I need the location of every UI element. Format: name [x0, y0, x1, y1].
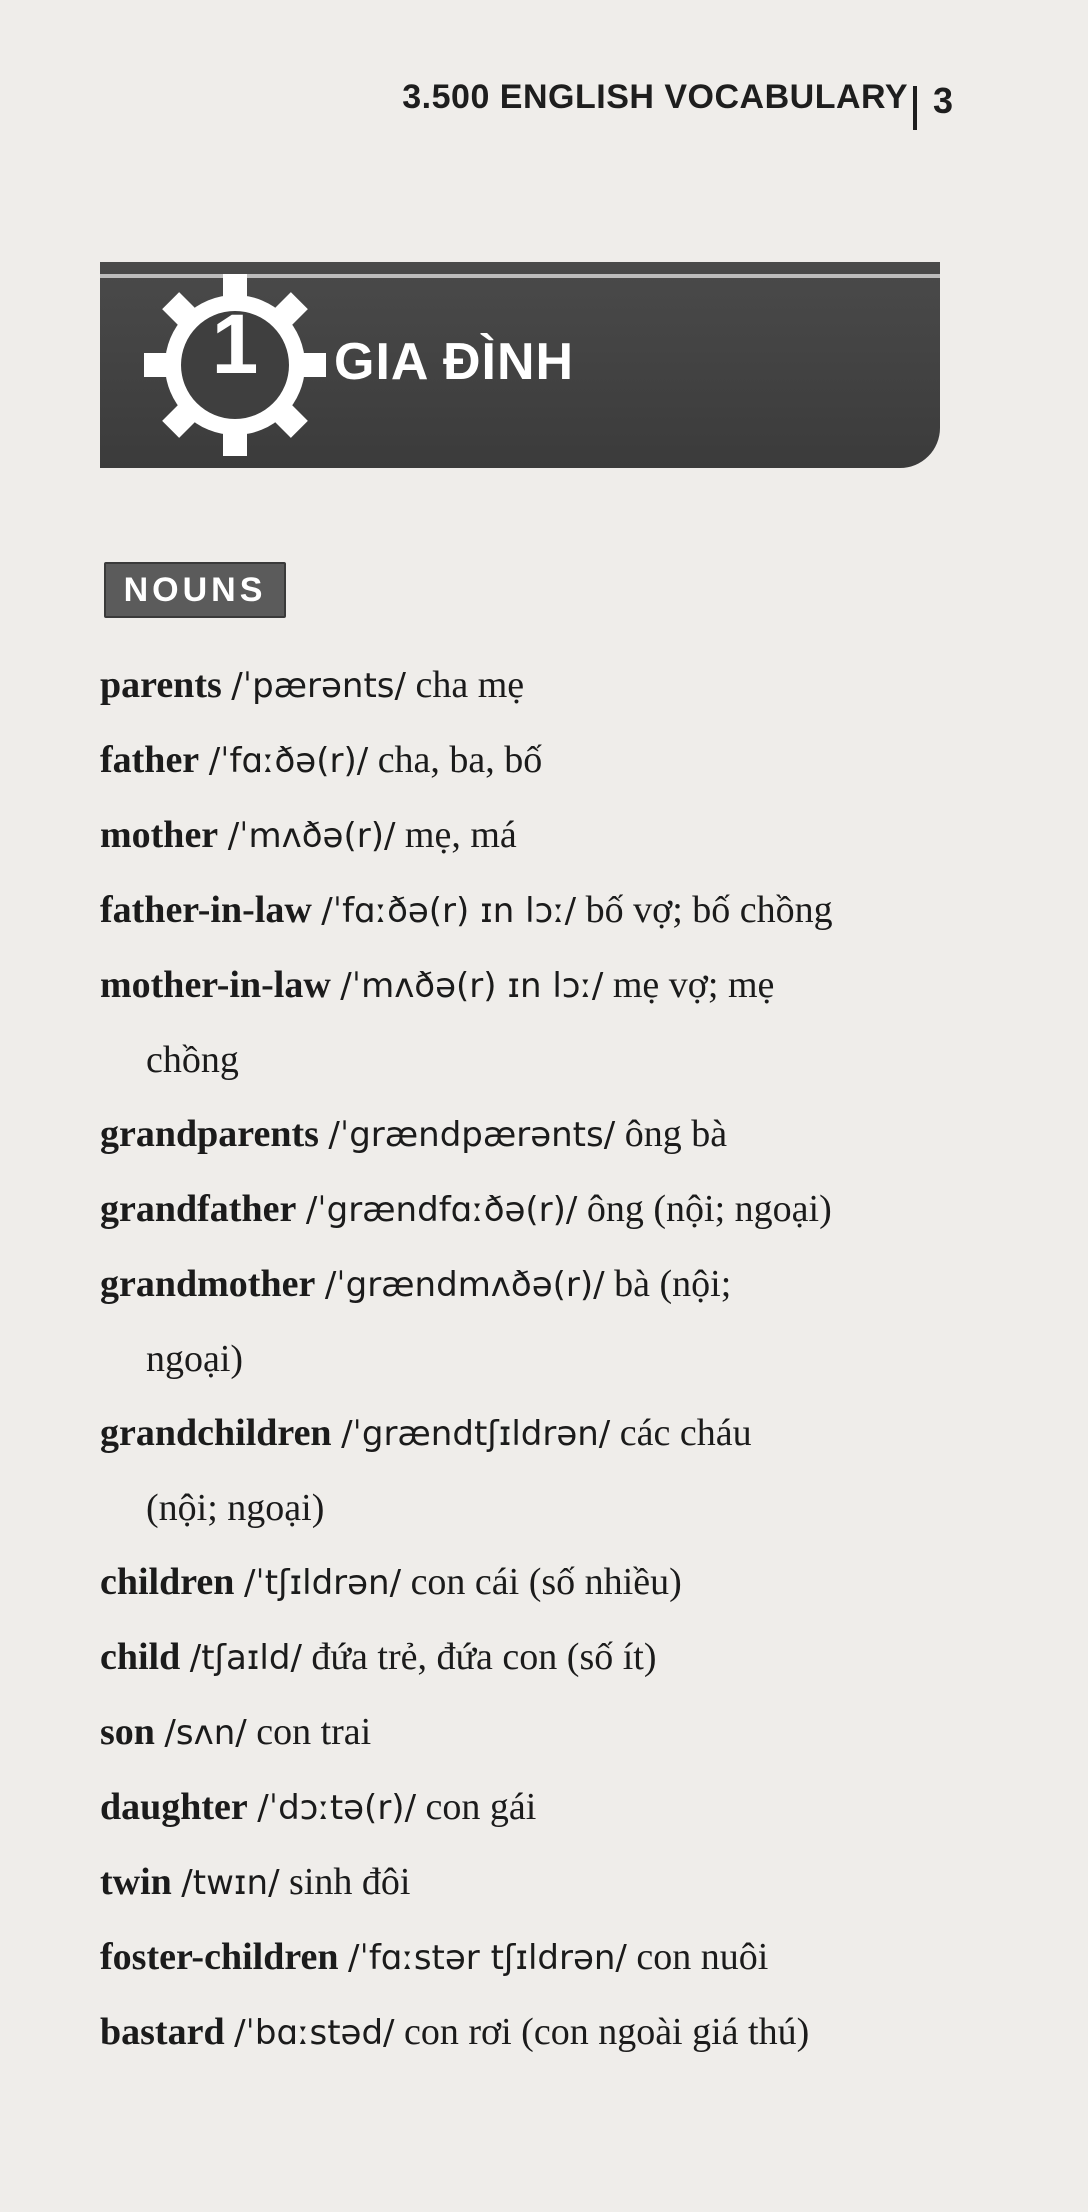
entry-meaning: đứa trẻ, đứa con (số ít) [311, 1636, 657, 1678]
entry-word: parents [100, 664, 222, 706]
vocab-entry [100, 1247, 930, 1396]
entry-word: daughter [100, 1786, 248, 1828]
vocab-entry [100, 1695, 930, 1770]
entry-word: father [100, 739, 200, 781]
entry-ipa: /ˈfɑːstər tʃɪldrən/ [348, 1938, 627, 1978]
vocab-entry [100, 1995, 930, 2070]
vocab-entry [100, 1396, 930, 1545]
entry-meaning-continued: chồng [146, 1039, 239, 1081]
vocab-entry [100, 1845, 930, 1920]
entry-meaning-continued: ngoại) [146, 1338, 244, 1380]
entry-ipa: /ˈgrændtʃɪldrən/ [341, 1414, 611, 1454]
entry-ipa: /ˈgrændpærənts/ [328, 1115, 616, 1155]
entry-word: grandmother [100, 1263, 316, 1305]
vocab-entry [100, 1920, 930, 1995]
chapter-title: GIA ĐÌNH [334, 333, 575, 391]
entry-word: grandparents [100, 1113, 319, 1155]
vocab-entry [100, 798, 930, 873]
entry-meaning: mẹ, má [404, 814, 517, 856]
entry-word: mother [100, 814, 219, 856]
entry-meaning: con cái (số nhiều) [410, 1561, 682, 1603]
entry-word: child [100, 1636, 181, 1678]
entry-ipa: /ˈmʌðə(r)/ [227, 816, 396, 856]
entry-meaning: sinh đôi [289, 1861, 411, 1903]
entry-meaning: các cháu [619, 1412, 752, 1454]
entry-meaning: ông bà [624, 1113, 728, 1155]
vocab-entry [100, 648, 930, 723]
entry-word: grandfather [100, 1188, 297, 1230]
entry-word: father-in-law [100, 889, 312, 931]
section-badge: NOUNS [104, 562, 286, 618]
vocab-entry [100, 723, 930, 798]
entry-ipa: /ˈfɑːðə(r) ɪn lɔː/ [321, 891, 577, 931]
vocab-entry [100, 873, 930, 948]
entry-word: foster-children [100, 1936, 339, 1978]
entry-meaning: bố vợ; bố chồng [585, 889, 833, 931]
entry-ipa: /ˈdɔːtə(r)/ [257, 1788, 417, 1828]
entry-word: children [100, 1561, 235, 1603]
entry-ipa: /tʃaɪld/ [189, 1638, 302, 1678]
entry-meaning: con trai [256, 1711, 372, 1753]
chapter-number: 1 [211, 297, 259, 391]
running-title: 3.500 ENGLISH VOCABULARY [402, 78, 908, 116]
entry-meaning: con nuôi [636, 1936, 769, 1978]
entry-word: twin [100, 1861, 172, 1903]
entry-meaning: mẹ vợ; mẹ [612, 964, 775, 1006]
entry-ipa: /ˈpærənts/ [231, 666, 406, 706]
vocab-entry [100, 948, 930, 1097]
entry-meaning: cha, ba, bố [377, 739, 543, 781]
vocabulary-list [100, 648, 930, 2070]
entry-ipa: /ˈfɑːðə(r)/ [208, 741, 369, 781]
entry-meaning: con rơi (con ngoài giá thú) [404, 2011, 810, 2053]
entry-ipa: /ˈmʌðə(r) ɪn lɔː/ [340, 966, 604, 1006]
entry-ipa: /ˈgrændfɑːðə(r)/ [305, 1190, 578, 1230]
vocab-entry [100, 1770, 930, 1845]
entry-meaning: cha mẹ [415, 664, 525, 706]
entry-meaning: bà (nội; [614, 1263, 732, 1305]
entry-ipa: /ˈgrændmʌðə(r)/ [324, 1265, 605, 1305]
entry-meaning: con gái [425, 1786, 537, 1828]
entry-word: grandchildren [100, 1412, 332, 1454]
vocab-entry [100, 1097, 930, 1172]
entry-ipa: /twɪn/ [181, 1863, 280, 1903]
entry-ipa: /ˈbɑːstəd/ [234, 2013, 395, 2053]
vocab-entry [100, 1172, 930, 1247]
entry-word: son [100, 1711, 155, 1753]
entry-ipa: /ˈtʃɪldrən/ [243, 1563, 402, 1603]
vocab-entry [100, 1620, 930, 1695]
header-divider [913, 86, 917, 130]
page-number: 3 [933, 80, 954, 121]
entry-meaning: ông (nội; ngoại) [586, 1188, 832, 1230]
vocab-entry [100, 1545, 930, 1620]
entry-word: bastard [100, 2011, 225, 2053]
entry-meaning-continued: (nội; ngoại) [146, 1487, 325, 1529]
entry-word: mother-in-law [100, 964, 331, 1006]
entry-ipa: /sʌn/ [164, 1713, 247, 1753]
